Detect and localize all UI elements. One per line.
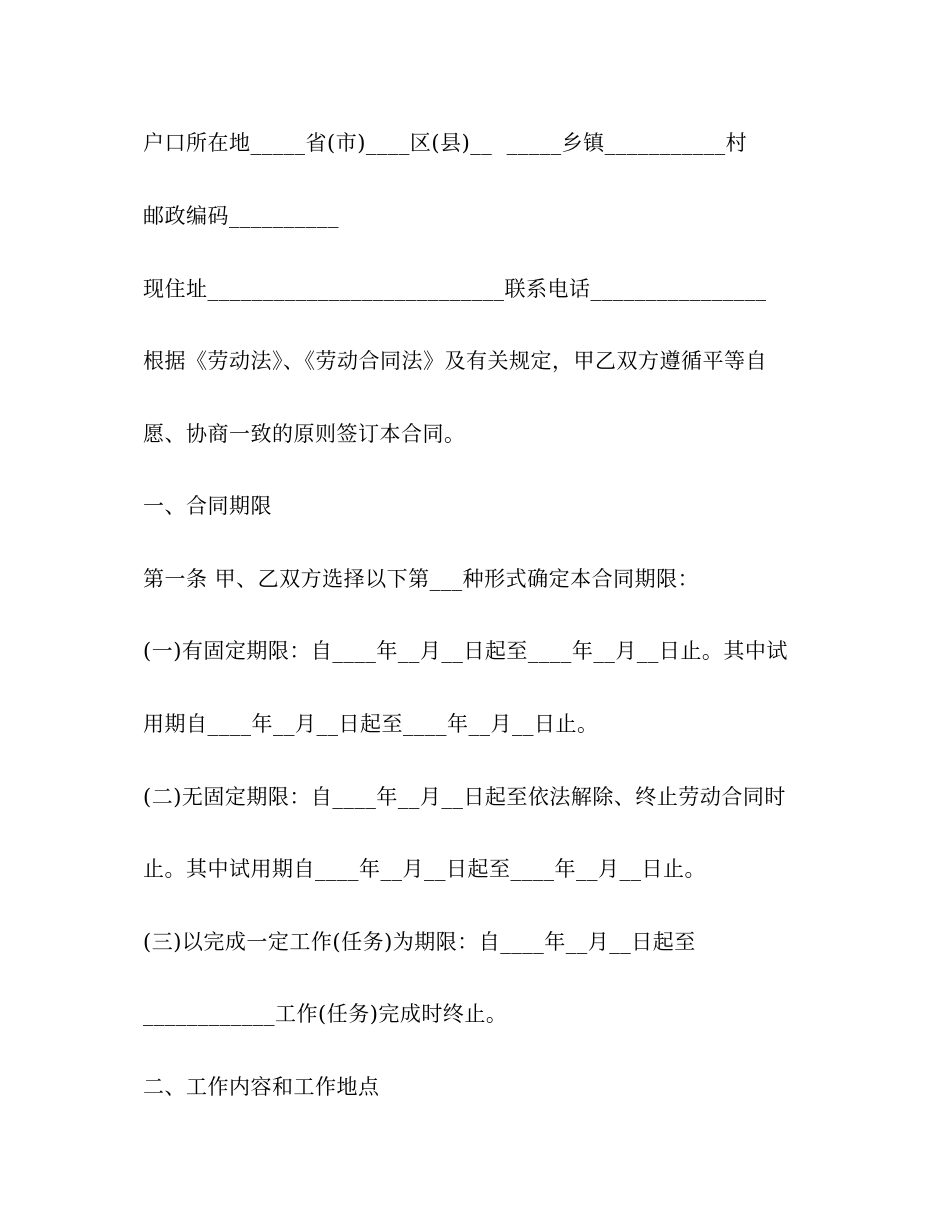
postal-code-line: 邮政编码__________ [143, 204, 339, 228]
fixed-term-line-1: (一)有固定期限：自____年__月__日起至____年__月__日止。其中试 [143, 639, 788, 663]
article-one-line: 第一条 甲、乙双方选择以下第___种形式确定本合同期限： [143, 567, 700, 591]
task-term-line-2: ____________工作(任务)完成时终止。 [143, 1002, 508, 1026]
fixed-term-line-2: 用期自____年__月__日起至____年__月__日止。 [143, 712, 599, 736]
current-address-line: 现住址___________________________联系电话________________ [143, 277, 767, 301]
open-term-line-2: 止。其中试用期自____年__月__日起至____年__月__日止。 [143, 857, 706, 881]
task-term-line-1: (三)以完成一定工作(任务)为期限：自____年__月__日起至 [143, 930, 696, 954]
household-registration-line: 户口所在地_____省(市)____区(县)__ _____乡镇___________村 [143, 131, 748, 155]
preamble-line-1: 根据《劳动法》、《劳动合同法》及有关规定，甲乙双方遵循平等自 [143, 349, 767, 373]
section-heading-contract-term: 一、合同期限 [143, 494, 272, 518]
open-term-line-1: (二)无固定期限：自____年__月__日起至依法解除、终止劳动合同时 [143, 785, 786, 809]
preamble-line-2: 愿、协商一致的原则签订本合同。 [143, 422, 466, 446]
section-heading-work-content: 二、工作内容和工作地点 [143, 1075, 380, 1099]
